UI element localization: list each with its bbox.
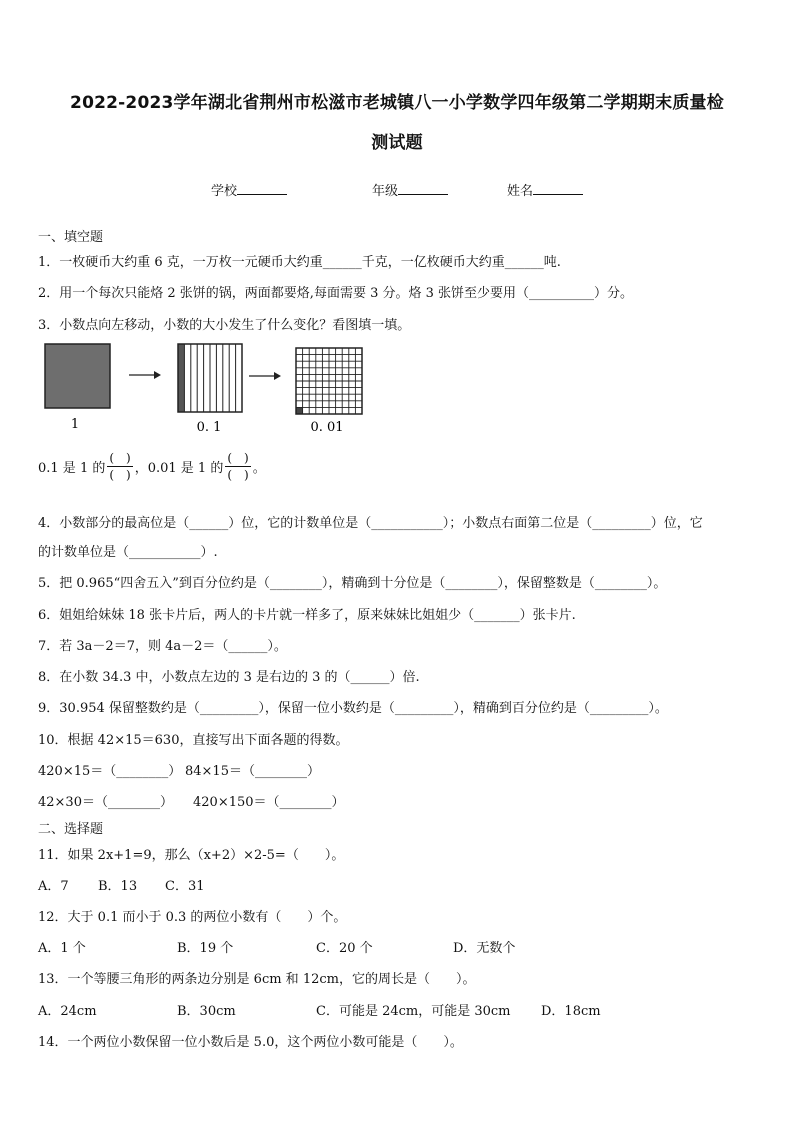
school-field[interactable] [211, 180, 287, 199]
question-3-fill [38, 452, 266, 481]
question-4a: 4．小数部分的最高位是（______）位，它的计数单位是（___________）；小数点右面第二位是（_________）位，它 [38, 516, 703, 531]
question-7: 7．若 3a－2＝7，则 4a－2＝（______）。 [38, 639, 287, 654]
question-10b: 84×15＝（________） [185, 764, 320, 779]
grade-label: 年级 [372, 184, 399, 199]
question-12: 12．大于 0.1 而小于 0.3 的两位小数有（ ）个。 [38, 910, 347, 925]
shaded-tenth [178, 344, 184, 412]
question-10c: 42×30＝（________） [38, 795, 173, 810]
arrow-icon [129, 371, 161, 379]
school-label: 学校 [211, 184, 238, 199]
question-11: 11．如果 2x+1=9，那么（x+2）×2-5=（ ）。 [38, 848, 345, 863]
q3-fill-text-a: 0.1 是 1 的 [38, 461, 106, 476]
question-10d: 420×150＝（________） [193, 795, 345, 810]
fraction-blank-2[interactable] [225, 452, 250, 481]
option-11a[interactable]: A．7 [38, 879, 69, 894]
tenths-square [178, 344, 242, 412]
fraction-numerator[interactable]: ( ) [227, 451, 249, 465]
fig-label-0.1: 0. 1 [196, 420, 222, 435]
grade-field[interactable] [372, 180, 448, 199]
shaded-hundredth [296, 407, 303, 414]
school-blank[interactable] [237, 182, 287, 195]
name-blank[interactable] [533, 182, 583, 195]
q3-fill-text-b: ，0.01 是 1 的 [134, 461, 224, 476]
question-6: 6．姐姐给妹妹 18 张卡片后，两人的卡片就一样多了，原来妹妹比姐姐少（_______）张卡片. [38, 608, 576, 623]
name-label: 姓名 [507, 184, 534, 199]
question-1: 1．一枚硬币大约重 6 克，一万枚一元硬币大约重______千克，一亿枚硬币大约重______吨. [38, 255, 561, 270]
name-field[interactable] [507, 180, 583, 199]
question-5: 5．把 0.965“四舍五入”到百分位约是（________），精确到十分位是（________），保留整数是（________）。 [38, 576, 667, 591]
option-12a[interactable]: A．1 个 [38, 941, 86, 956]
question-10: 10．根据 42×15＝630，直接写出下面各题的得数。 [38, 733, 349, 748]
section2-heading: 二、选择题 [38, 822, 104, 837]
option-11b[interactable]: B．13 [98, 879, 138, 894]
grade-blank[interactable] [398, 182, 448, 195]
section1-heading: 一、填空题 [38, 230, 104, 245]
fraction-denominator[interactable]: ( ) [109, 468, 131, 482]
fig-label-0.01: 0. 01 [310, 420, 344, 435]
option-11c[interactable]: C．31 [165, 879, 205, 894]
question-8: 8．在小数 34.3 中，小数点左边的 3 是右边的 3 的（______）倍. [38, 670, 420, 685]
hundredths-square [296, 348, 362, 414]
page-title-line1: 2022-2023学年湖北省荆州市松滋市老城镇八一小学数学四年级第二学期期末质量检 [70, 93, 724, 113]
page-title-line2: 测试题 [371, 133, 423, 153]
question-2: 2．用一个每次只能烙 2 张饼的锅，两面都要烙,每面需要 3 分。烙 3 张饼至少要用（__________）分。 [38, 286, 634, 301]
whole-square [45, 344, 110, 408]
decimal-grid-figure [44, 338, 404, 438]
option-12c[interactable]: C．20 个 [316, 941, 373, 956]
option-12b[interactable]: B．19 个 [177, 941, 234, 956]
fig-label-1: 1 [70, 417, 80, 432]
question-9: 9．30.954 保留整数约是（_________），保留一位小数约是（_________），精确到百分位约是（_________）。 [38, 701, 668, 716]
option-13b[interactable]: B．30cm [177, 1004, 236, 1019]
question-14: 14．一个两位小数保留一位小数后是 5.0，这个两位小数可能是（ ）。 [38, 1035, 463, 1050]
fraction-denominator[interactable]: ( ) [227, 468, 249, 482]
question-4b: 的计数单位是（___________）. [38, 545, 218, 560]
option-13d[interactable]: D．18cm [541, 1004, 601, 1019]
arrow-icon [249, 372, 281, 380]
question-3: 3．小数点向左移动，小数的大小发生了什么变化？看图填一填。 [38, 318, 411, 333]
option-13a[interactable]: A．24cm [38, 1004, 97, 1019]
question-10a: 420×15＝（________） [38, 764, 182, 779]
q3-fill-end: 。 [252, 461, 266, 476]
fraction-blank-1[interactable] [107, 452, 132, 481]
question-13: 13．一个等腰三角形的两条边分别是 6cm 和 12cm，它的周长是（ ）。 [38, 972, 476, 987]
fraction-numerator[interactable]: ( ) [109, 451, 131, 465]
option-12d[interactable]: D．无数个 [453, 941, 516, 956]
option-13c[interactable]: C．可能是 24cm，可能是 30cm [316, 1004, 511, 1019]
